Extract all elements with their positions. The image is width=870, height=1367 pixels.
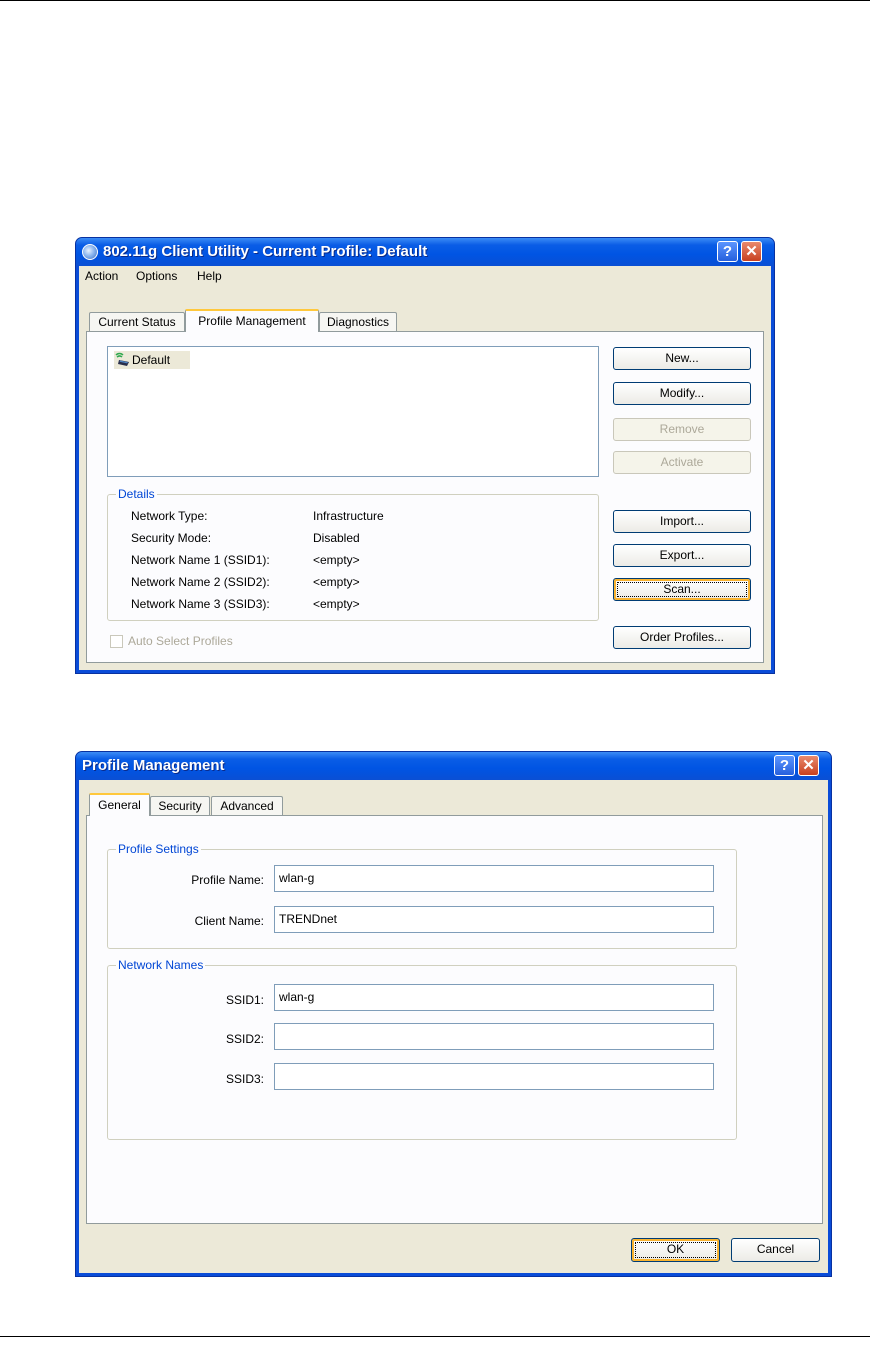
details-group <box>107 487 599 621</box>
new-button[interactable]: New... <box>613 347 751 370</box>
auto-select-label: Auto Select Profiles <box>128 634 233 648</box>
help-icon[interactable]: ? <box>774 755 795 776</box>
tab-diagnostics[interactable]: Diagnostics <box>319 312 397 332</box>
client-name-label: Client Name: <box>194 914 264 928</box>
list-item[interactable] <box>114 351 190 369</box>
window-title: 802.11g Client Utility - Current Profile: Default <box>103 243 428 260</box>
activate-button[interactable]: Activate <box>613 451 751 474</box>
general-panel <box>86 815 823 1224</box>
client-name-field[interactable]: TRENDnet <box>274 906 714 933</box>
menu-help[interactable]: Help <box>197 269 222 283</box>
ssid3-label: SSID3: <box>225 1072 264 1086</box>
ssid1-value: <empty> <box>313 553 360 567</box>
menu-bar <box>79 266 771 286</box>
profile-list[interactable] <box>107 346 599 477</box>
profile-settings-legend: Profile Settings <box>118 842 199 856</box>
ssid3-value: <empty> <box>313 597 360 611</box>
page-top-rule <box>0 0 870 1</box>
order-profiles-button[interactable]: Order Profiles... <box>613 626 751 649</box>
remove-button[interactable]: Remove <box>613 418 751 441</box>
client-area <box>79 266 771 670</box>
tab-current-status[interactable]: Current Status <box>89 312 185 332</box>
tab-advanced[interactable]: Advanced <box>211 796 283 816</box>
network-type-value: Infrastructure <box>313 509 384 523</box>
ssid1-field[interactable]: wlan-g <box>274 984 714 1011</box>
profile-settings-group <box>107 842 737 949</box>
ssid2-label: Network Name 2 (SSID2): <box>131 575 270 589</box>
security-mode-value: Disabled <box>313 531 360 545</box>
client-utility-window <box>75 237 775 674</box>
tab-profile-management[interactable]: Profile Management <box>185 309 319 332</box>
menu-options[interactable]: Options <box>136 269 178 283</box>
cancel-button[interactable]: Cancel <box>731 1238 820 1262</box>
profile-icon <box>114 352 132 368</box>
close-icon[interactable]: ✕ <box>798 755 819 776</box>
tab-security[interactable]: Security <box>150 796 210 816</box>
ssid3-field[interactable] <box>274 1063 714 1090</box>
ssid2-value: <empty> <box>313 575 360 589</box>
ssid1-label: SSID1: <box>225 993 264 1007</box>
modify-button[interactable]: Modify... <box>613 382 751 405</box>
tab-general[interactable]: General <box>89 793 150 816</box>
ok-button[interactable]: OK <box>631 1238 720 1262</box>
export-button[interactable]: Export... <box>613 544 751 567</box>
network-type-label: Network Type: <box>131 509 208 523</box>
profile-name-label: Profile Name: <box>191 873 264 887</box>
security-mode-label: Security Mode: <box>131 531 212 545</box>
close-icon[interactable]: ✕ <box>741 241 762 262</box>
profile-management-dialog <box>75 751 832 1277</box>
dialog-title-bar <box>76 752 831 780</box>
import-button[interactable]: Import... <box>613 510 751 533</box>
ssid2-field[interactable] <box>274 1023 714 1050</box>
scan-button[interactable]: Scan... <box>613 578 751 601</box>
app-icon <box>82 244 98 260</box>
profile-management-panel <box>86 331 764 663</box>
dialog-title: Profile Management <box>82 757 225 774</box>
profile-name: Default <box>132 353 171 367</box>
help-icon[interactable]: ? <box>717 241 738 262</box>
ssid3-label: Network Name 3 (SSID3): <box>131 597 270 611</box>
menu-action[interactable]: Action <box>85 269 119 283</box>
network-names-legend: Network Names <box>118 958 204 972</box>
profile-name-field[interactable]: wlan-g <box>274 865 714 892</box>
details-legend: Details <box>118 487 155 501</box>
ssid1-label: Network Name 1 (SSID1): <box>131 553 270 567</box>
page-bottom-rule <box>0 1336 870 1337</box>
auto-select-checkbox[interactable] <box>110 635 123 648</box>
dialog-client-area <box>79 780 828 1273</box>
network-names-group <box>107 958 737 1140</box>
ssid2-label: SSID2: <box>225 1032 264 1046</box>
title-bar <box>76 238 774 266</box>
